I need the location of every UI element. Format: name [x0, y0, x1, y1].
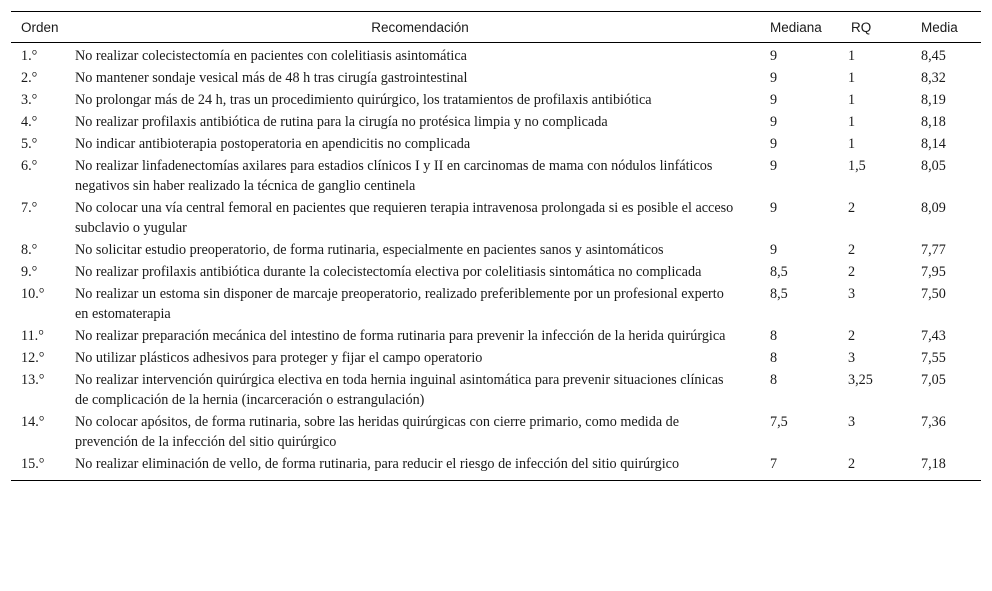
- table-row: [11, 133, 981, 155]
- cell-recomendacion: No realizar un estoma sin disponer de marcaje preoperatorio, realizado preferiblemente por un profesional experto en estomaterapia: [75, 286, 724, 322]
- cell-rq: 2: [848, 328, 856, 344]
- cell-recomendacion: No realizar preparación mecánica del intestino de forma rutinaria para prevenir la infección de la herida quirúrgica: [75, 328, 726, 344]
- cell-rq: 2: [848, 200, 856, 216]
- cell-rq: 1: [848, 114, 856, 130]
- cell-orden: 2.°: [21, 70, 38, 86]
- cell-rq: 3,25: [848, 372, 873, 388]
- cell-orden: 11.°: [21, 328, 44, 344]
- cell-mediana: 8,5: [770, 286, 788, 302]
- cell-media: 7,95: [921, 264, 946, 280]
- cell-rq: 2: [848, 242, 856, 258]
- table-row: [11, 261, 981, 283]
- cell-recomendacion: No solicitar estudio preoperatorio, de forma rutinaria, especialmente en pacientes sanos y asintomáticos: [75, 242, 664, 258]
- header-rq: RQ: [841, 12, 911, 43]
- table-row: [11, 347, 981, 369]
- cell-recomendacion: No realizar linfadenectomías axilares para estadios clínicos I y II en carcinomas de mama con nódulos linfáticos negativos sin haber realizado la técnica de ganglio centinela: [75, 158, 713, 194]
- cell-orden: 14.°: [21, 414, 45, 430]
- table-body: [11, 43, 981, 481]
- cell-media: 7,18: [921, 456, 946, 472]
- cell-rq: 2: [848, 456, 856, 472]
- cell-orden: 4.°: [21, 114, 38, 130]
- cell-rq: 1: [848, 136, 856, 152]
- cell-media: 7,43: [921, 328, 946, 344]
- cell-recomendacion: No realizar colecistectomía en pacientes con colelitiasis asintomática: [75, 48, 467, 64]
- table-row: [11, 325, 981, 347]
- cell-recomendacion: No colocar una vía central femoral en pacientes que requieren terapia intravenosa prolongada si es posible el acceso subclavio o yugular: [75, 200, 734, 236]
- cell-mediana: 9: [770, 136, 778, 152]
- cell-mediana: 9: [770, 242, 778, 258]
- cell-recomendacion: No realizar intervención quirúrgica electiva en toda hernia inguinal asintomática para prevenir situaciones clínicas de complicación de la hernia (incarceración o estrangulación): [75, 372, 724, 408]
- table-row: [11, 283, 981, 325]
- cell-recomendacion: No realizar eliminación de vello, de forma rutinaria, para reducir el riesgo de infección del sitio quirúrgico: [75, 456, 680, 472]
- cell-recomendacion: No mantener sondaje vesical más de 48 h tras cirugía gastrointestinal: [75, 70, 468, 86]
- cell-mediana: 7: [770, 456, 778, 472]
- cell-mediana: 8: [770, 350, 778, 366]
- cell-media: 8,32: [921, 70, 946, 86]
- table-row: [11, 453, 981, 481]
- cell-orden: 1.°: [21, 48, 38, 64]
- cell-recomendacion: No utilizar plásticos adhesivos para proteger y fijar el campo operatorio: [75, 350, 483, 366]
- cell-mediana: 8,5: [770, 264, 788, 280]
- table-row: [11, 155, 981, 197]
- table-row: [11, 43, 981, 68]
- cell-recomendacion: No prolongar más de 24 h, tras un procedimiento quirúrgico, los tratamientos de profilaxis antibiótica: [75, 92, 652, 108]
- cell-orden: 12.°: [21, 350, 45, 366]
- table-row: [11, 239, 981, 261]
- cell-mediana: 8: [770, 328, 778, 344]
- header-media: Media: [911, 12, 981, 43]
- cell-orden: 8.°: [21, 242, 38, 258]
- cell-rq: 1,5: [848, 158, 866, 174]
- cell-orden: 9.°: [21, 264, 38, 280]
- recommendations-table: [11, 11, 981, 481]
- cell-rq: 1: [848, 48, 856, 64]
- recommendations-table-container: [11, 11, 981, 481]
- cell-rq: 1: [848, 92, 856, 108]
- cell-media: 8,09: [921, 200, 946, 216]
- cell-media: 7,05: [921, 372, 946, 388]
- cell-mediana: 8: [770, 372, 778, 388]
- cell-recomendacion: No realizar profilaxis antibiótica de rutina para la cirugía no protésica limpia y no complicada: [75, 114, 608, 130]
- cell-rq: 1: [848, 70, 856, 86]
- cell-orden: 3.°: [21, 92, 38, 108]
- cell-orden: 15.°: [21, 456, 45, 472]
- table-header: [11, 12, 981, 43]
- cell-mediana: 9: [770, 48, 778, 64]
- cell-media: 7,55: [921, 350, 946, 366]
- cell-media: 8,05: [921, 158, 946, 174]
- cell-orden: 6.°: [21, 158, 38, 174]
- cell-mediana: 9: [770, 158, 778, 174]
- cell-orden: 5.°: [21, 136, 38, 152]
- table-row: [11, 369, 981, 411]
- cell-rq: 3: [848, 350, 856, 366]
- cell-recomendacion: No indicar antibioterapia postoperatoria en apendicitis no complicada: [75, 136, 471, 152]
- cell-orden: 7.°: [21, 200, 38, 216]
- cell-mediana: 9: [770, 114, 778, 130]
- header-row: [11, 12, 981, 43]
- cell-mediana: 9: [770, 200, 778, 216]
- cell-recomendacion: No realizar profilaxis antibiótica durante la colecistectomía electiva por colelitiasis sintomática no complicada: [75, 264, 702, 280]
- cell-media: 7,50: [921, 286, 946, 302]
- cell-media: 7,77: [921, 242, 946, 258]
- header-recomendacion: Recomendación: [75, 12, 765, 43]
- cell-media: 8,14: [921, 136, 946, 152]
- cell-orden: 10.°: [21, 286, 45, 302]
- cell-mediana: 9: [770, 70, 778, 86]
- header-mediana: Mediana: [765, 12, 841, 43]
- cell-recomendacion: No colocar apósitos, de forma rutinaria, sobre las heridas quirúrgicas con cierre primario, como medida de prevención de la infección del sitio quirúrgico: [75, 414, 680, 450]
- table-row: [11, 111, 981, 133]
- cell-media: 7,36: [921, 414, 946, 430]
- cell-rq: 2: [848, 264, 856, 280]
- header-orden: Orden: [11, 12, 75, 43]
- cell-mediana: 9: [770, 92, 778, 108]
- table-row: [11, 197, 981, 239]
- cell-media: 8,19: [921, 92, 946, 108]
- cell-orden: 13.°: [21, 372, 45, 388]
- cell-rq: 3: [848, 414, 856, 430]
- cell-mediana: 7,5: [770, 414, 788, 430]
- table-row: [11, 67, 981, 89]
- cell-media: 8,45: [921, 48, 946, 64]
- cell-media: 8,18: [921, 114, 946, 130]
- table-row: [11, 89, 981, 111]
- cell-rq: 3: [848, 286, 856, 302]
- table-row: [11, 411, 981, 453]
